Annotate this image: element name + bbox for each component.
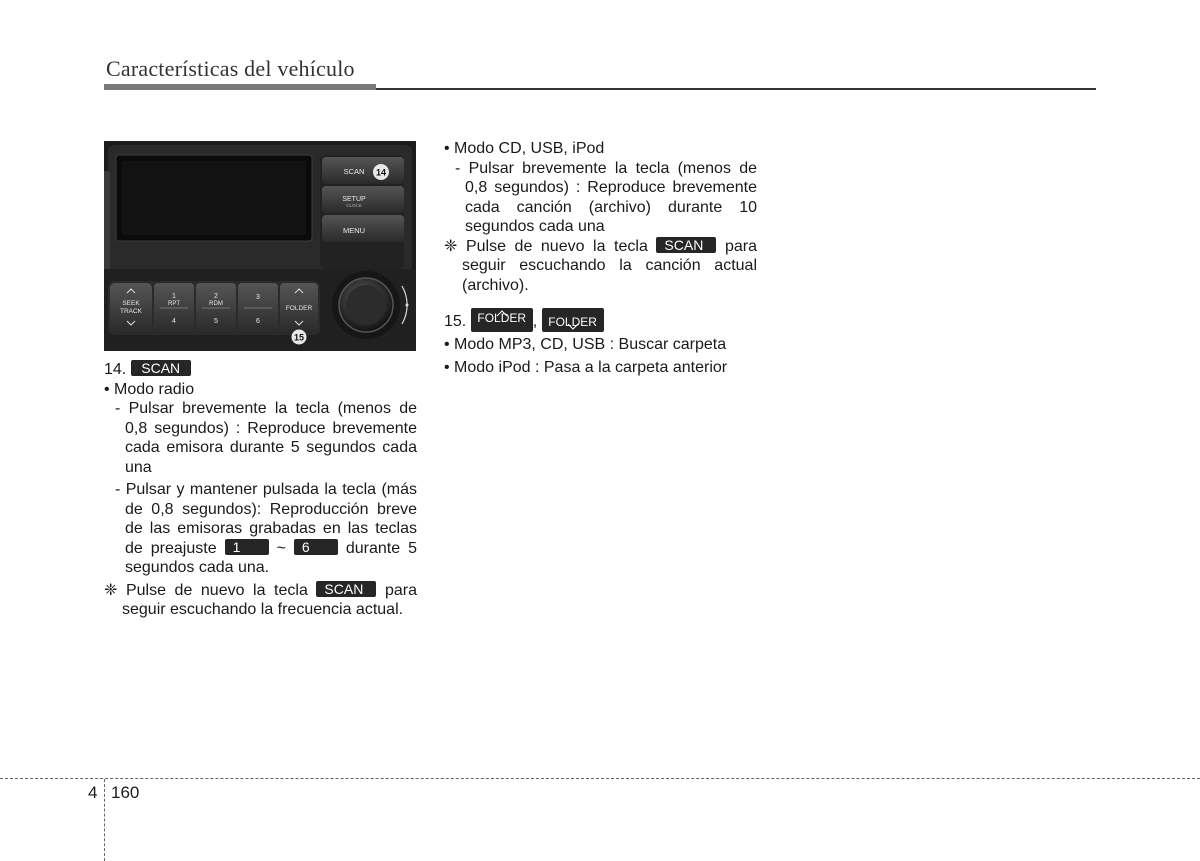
radio-note	[104, 581, 417, 620]
footer-vertical-rule	[104, 779, 105, 861]
page-number: 160	[111, 783, 140, 802]
item-14-heading	[104, 360, 417, 380]
scan-key-cd: SCAN	[656, 237, 716, 253]
radio-folder-label: FOLDER	[285, 305, 313, 312]
scan-key-inline: SCAN	[316, 581, 376, 597]
radio-setup-button: SETUP	[342, 196, 366, 203]
folder-down-label: FOLDER	[548, 315, 597, 329]
preset-2-num: 2	[214, 293, 218, 300]
preset-1-num: 1	[172, 293, 176, 300]
radio-clock-label: CLOCK	[346, 203, 362, 208]
radio-scan-button: SCAN	[343, 167, 365, 176]
preset-4-num: 4	[172, 318, 176, 325]
preset-2-sub: RDM	[209, 301, 223, 307]
preset-6-num: 6	[256, 318, 260, 325]
folder-up-label: FOLDER	[477, 311, 527, 325]
radio-panel-photo	[104, 141, 416, 351]
callout-15: 15	[293, 332, 305, 343]
chevron-down-icon	[567, 323, 579, 330]
left-column	[104, 360, 417, 620]
header-rule-thin	[376, 88, 1096, 90]
radio-short-press-text: - Pulsar brevemente la tecla (menos de 0,8 segundos) : Reproduce brevemente cada emisora durante 5 segundos cada una	[115, 400, 417, 476]
page-header-title: Características del vehículo	[106, 56, 355, 81]
radio-long-press-text	[104, 480, 417, 578]
scan-key: SCAN	[131, 360, 191, 376]
cd-note-end: para seguir escuchando la canción actual (archivo).	[462, 237, 757, 294]
footer-dashed-rule	[0, 778, 1200, 779]
folder-down-key	[542, 308, 604, 332]
item-14-number: 14.	[104, 361, 127, 378]
chapter-number: 4	[88, 783, 98, 802]
radio-long-press-main: - Pulsar y mantener pulsada la tecla (más de 0,8 segundos): Reproducción breve de las emisoras grabadas en las teclas de preajuste	[115, 481, 417, 557]
mp3-mode-bullet: • Modo MP3, CD, USB : Buscar carpeta	[444, 336, 727, 353]
radio-note-end: para seguir escuchando la frecuencia actual.	[122, 581, 417, 618]
tilde-sign: ~	[276, 539, 286, 557]
radio-track-label: TRACK	[119, 308, 143, 315]
radio-menu-button: MENU	[342, 226, 366, 235]
cd-note	[444, 237, 757, 296]
folder-up-key	[471, 308, 533, 332]
radio-mode-bullet: • Modo radio	[104, 380, 195, 398]
preset-1-sub: RPT	[168, 301, 180, 307]
radio-note-start: ❈ Pulse de nuevo la tecla	[104, 581, 308, 599]
cd-note-start: ❈ Pulse de nuevo la tecla	[444, 237, 648, 255]
cd-mode-bullet: • Modo CD, USB, iPod	[444, 140, 605, 157]
item-15-heading	[444, 308, 757, 335]
cd-short-press-text: - Pulsar brevemente la tecla (menos de 0,8 segundos) : Reproduce brevemente cada canción (archivo) durante 10 segundos cada una	[455, 159, 757, 235]
item-15-comma: ,	[532, 313, 538, 330]
radio-long-press-end: durante 5 segundos cada una.	[125, 539, 418, 576]
preset-key-6: 6	[294, 539, 338, 555]
preset-key-1: 1	[225, 539, 269, 555]
callout-14: 14	[375, 167, 387, 178]
preset-3-num: 3	[256, 294, 260, 301]
header-rule-thick	[104, 84, 376, 90]
item-15-number: 15.	[444, 313, 467, 330]
preset-5-num: 5	[214, 318, 218, 325]
middle-column	[444, 139, 757, 377]
radio-seek-label: SEEK	[122, 300, 140, 307]
ipod-mode-bullet: • Modo iPod : Pasa a la carpeta anterior	[444, 358, 728, 376]
